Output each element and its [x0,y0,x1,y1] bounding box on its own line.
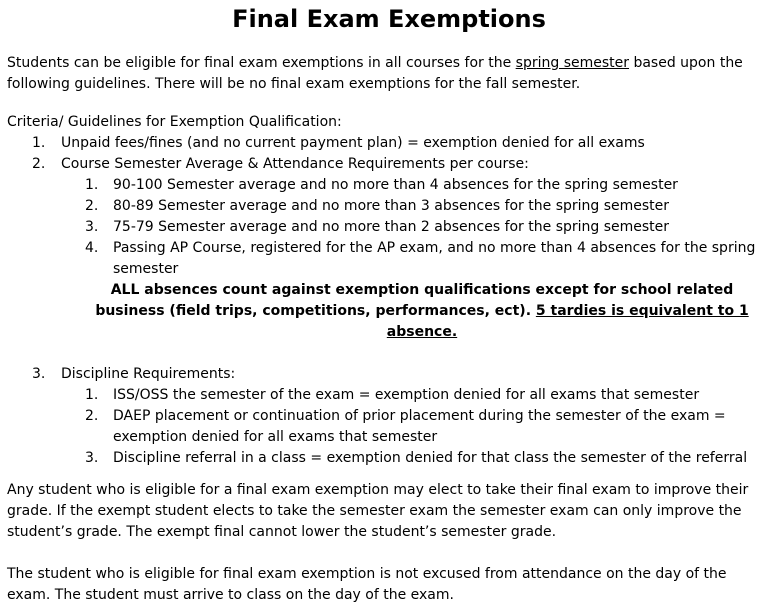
intro-text-end: based upon the following guidelines. There will be no final exam exemptions for the fall semester. [7,55,743,92]
list-number: 3. [85,219,99,235]
list-item-text: Course Semester Average & Attendance Requirements per course: [61,156,529,172]
attendance-sublist [61,175,771,280]
absence-notice [7,280,771,343]
list-number: 1. [32,135,46,151]
criteria-item-discipline [7,364,771,469]
list-number: 2. [85,408,99,424]
criteria-list [7,133,771,469]
list-number: 2. [32,156,46,172]
discipline-sublist [61,385,771,469]
list-item-text: 75-79 Semester average and no more than 2 absences for the spring semester [113,219,670,235]
list-item-text: Discipline referral in a class = exemption denied for that class the semester of the referral [113,450,748,466]
list-item-text: 90-100 Semester average and no more than 4 absences for the spring semester [113,177,678,193]
list-item [7,175,771,196]
intro-paragraph [7,53,771,95]
intro-text-start: Students can be eligible for final exam exemptions in all courses for the [7,55,516,71]
improvement-paragraph: Any student who is eligible for a final exam exemption may elect to take their final exam to improve their grade. If the exempt student elects to take the semester exam the semester exam can only improve the student’s grade. The exempt final cannot lower the student’s semester grade. [7,482,749,540]
list-item [7,196,771,217]
list-item [7,406,771,448]
criteria-heading: Criteria/ Guidelines for Exemption Qualification: [7,114,342,130]
document-page [7,0,771,606]
list-item-text: Passing AP Course, registered for the AP exam, and no more than 4 absences for the spring semester [113,240,756,277]
list-item [7,238,771,280]
absence-notice-text: ALL absences count against exemption qualifications except for school related business (field trips, competitions, performances, ect). [95,282,734,319]
attendance-paragraph: The student who is eligible for final exam exemption is not excused from attendance on the day of the exam. The student must arrive to class on the day of the exam. [7,566,727,603]
list-item-text: 80-89 Semester average and no more than 3 absences for the spring semester [113,198,670,214]
list-item-text: DAEP placement or continuation of prior placement during the semester of the exam = exemption denied for all exams that semester [113,408,726,445]
list-item [7,448,771,469]
list-number: 2. [85,198,99,214]
list-item-text: Discipline Requirements: [61,366,236,382]
list-number: 3. [32,366,46,382]
tardy-rule: 5 tardies is equivalent to 1 absence. [386,303,749,340]
criteria-item-fees [7,133,771,154]
list-item-text: Unpaid fees/fines (and no current payment plan) = exemption denied for all exams [61,135,645,151]
list-number: 4. [85,240,99,256]
list-item [7,217,771,238]
list-item-text: ISS/OSS the semester of the exam = exemption denied for all exams that semester [113,387,700,403]
page-title: Final Exam Exemptions [232,5,546,33]
criteria-item-average-attendance [7,154,771,343]
intro-underlined-term: spring semester [515,55,630,71]
list-item [7,385,771,406]
list-number: 3. [85,450,99,466]
list-number: 1. [85,387,99,403]
list-number: 1. [85,177,99,193]
